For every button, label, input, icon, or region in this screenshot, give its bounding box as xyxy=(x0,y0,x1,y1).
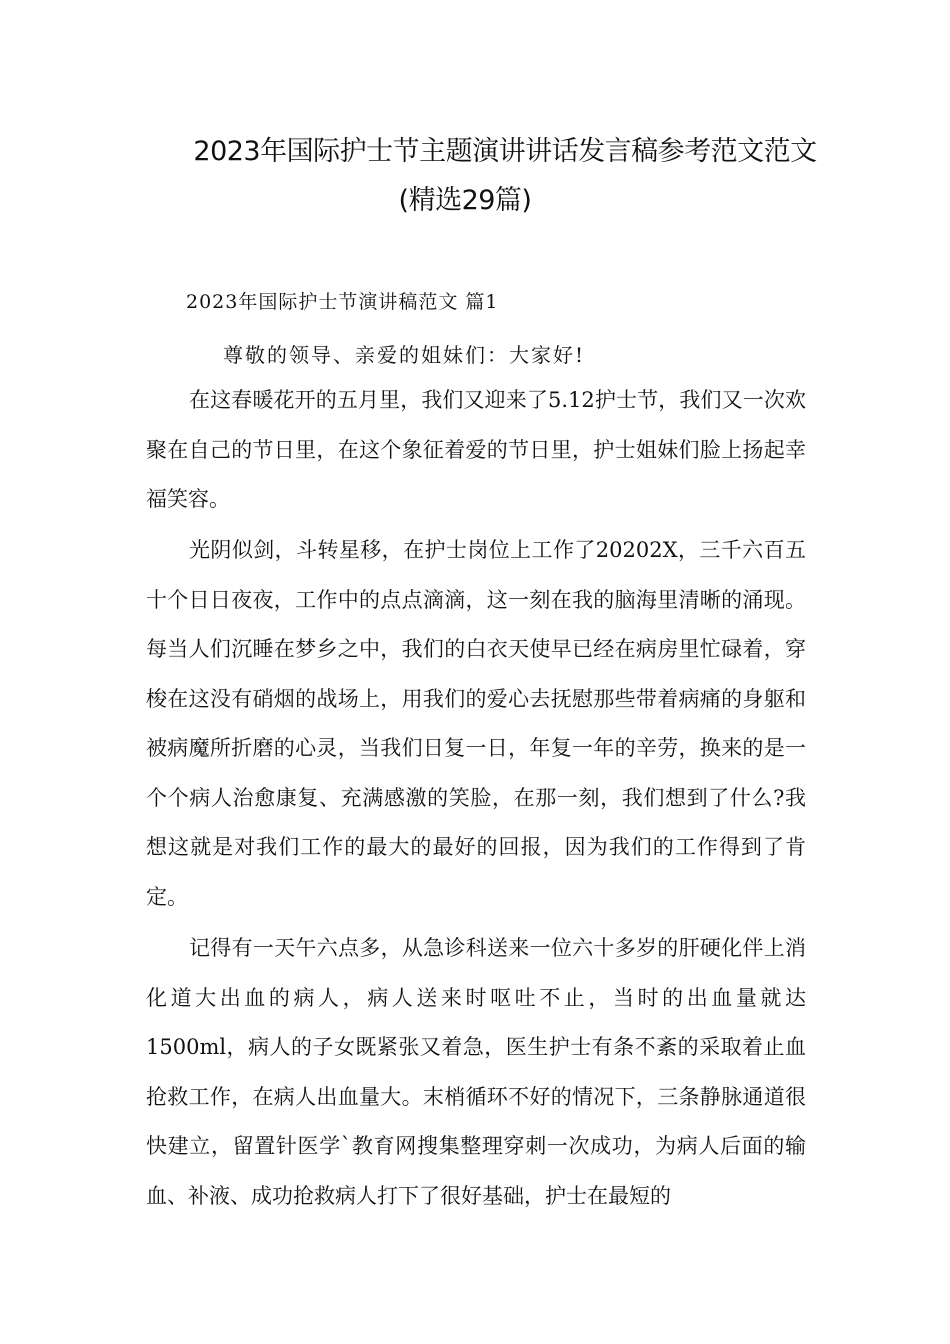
salutation: 尊敬的领导、亲爱的姐妹们：大家好! xyxy=(223,343,586,367)
paragraph-1: 在这春暖花开的五月里，我们又迎来了5.12护士节，我们又一次欢聚在自己的节日里，在这个象征着爱的节日里，护士姐妹们脸上扬起幸福笑容。 xyxy=(146,388,806,511)
document-title-line1: 2023年国际护士节主题演讲讲话发言稿参考范文范文 xyxy=(193,136,817,167)
section-heading: 2023年国际护士节演讲稿范文 篇1 xyxy=(186,291,499,313)
document-title-line2: (精选29篇) xyxy=(398,185,532,216)
paragraph-2: 光阴似剑，斗转星移，在护士岗位上工作了20202X，三千六百五十个日日夜夜，工作中的点点滴滴，这一刻在我的脑海里清晰的涌现。每当人们沉睡在梦乡之中，我们的白衣天使早已经在病房里忙碌着，穿梭在这没有硝烟的战场上，用我们的爱心去抚慰那些带着病痛的身躯和被病魔所折磨的心灵，当我们日复一日，年复一年的辛劳，换来的是一个个病人治愈康复、充满感激的笑脸，在那一刻，我们想到了什么?我想这就是对我们工作的最大的最好的回报，因为我们的工作得到了肯定。 xyxy=(146,538,806,909)
paragraph-3: 记得有一天午六点多，从急诊科送来一位六十多岁的肝硬化伴上消化道大出血的病人，病人送来时呕吐不止，当时的出血量就达1500ml，病人的子女既紧张又着急，医生护士有条不紊的采取着止血抢救工作，在病人出血量大。末梢循环不好的情况下，三条静脉通道很快建立，留置针医学`教育网搜集整理穿刺一次成功，为病人后面的输血、补液、成功抢救病人打下了很好基础，护士在最短的 xyxy=(146,936,806,1208)
